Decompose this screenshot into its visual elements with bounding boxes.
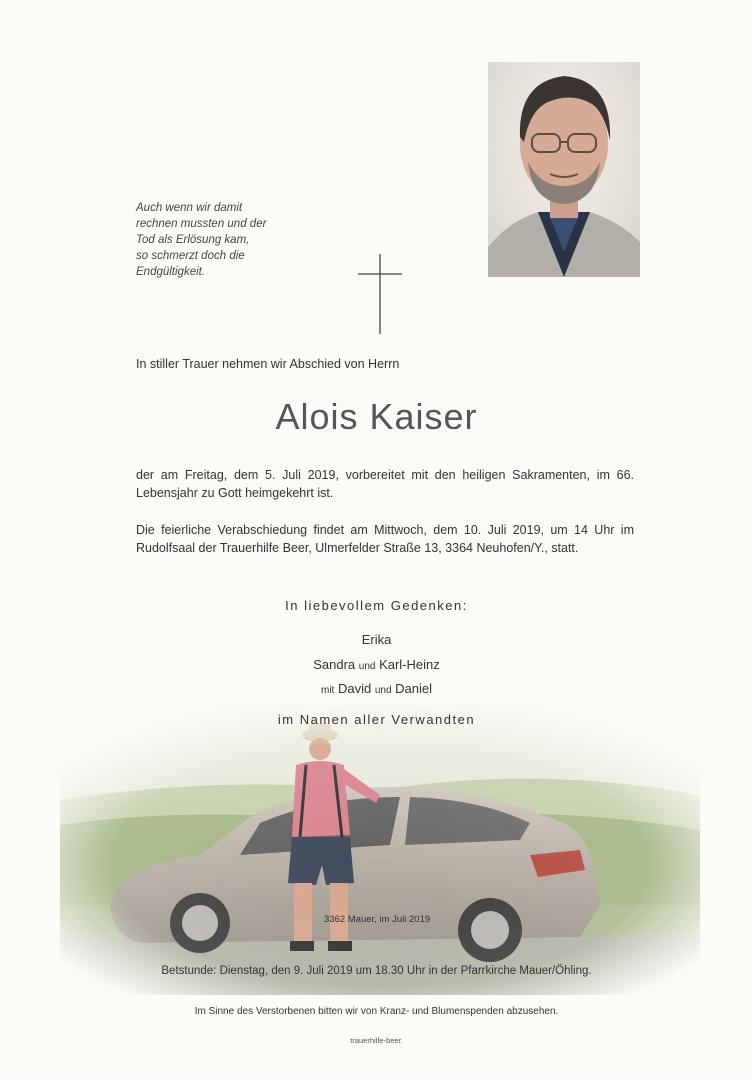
quote-line: rechnen mussten und der <box>136 218 267 230</box>
quote-line: so schmerzt doch die <box>136 250 245 262</box>
mourner-name: Sandra <box>313 657 356 672</box>
relatives-line: im Namen aller Verwandten <box>277 712 476 727</box>
donation-request: Im Sinne des Verstorbenen bitten wir von Kranz- und Blumenspenden abzusehen. <box>194 1006 559 1017</box>
prayer-hour-label: Betstunde: <box>161 965 217 977</box>
remembrance-heading: In liebevollem Gedenken: <box>285 598 468 613</box>
mourner-line <box>0 632 753 647</box>
cross-icon <box>358 254 402 334</box>
mourner-name: Karl-Heinz <box>379 657 440 672</box>
deceased-name: Alois Kaiser <box>275 396 478 437</box>
prayer-hour-notice <box>0 965 753 977</box>
memorial-photo-car <box>60 705 700 995</box>
mourner-name: Erika <box>361 632 392 647</box>
mourner-line <box>0 657 753 672</box>
funeral-home-footer: trauerhilfe-beer. <box>350 1036 403 1045</box>
quote-line: Tod als Erlösung kam, <box>136 234 250 246</box>
memorial-quote <box>136 200 316 280</box>
quote-line: Endgültigkeit. <box>136 266 206 278</box>
intro-text: In stiller Trauer nehmen wir Abschied von Herrn <box>136 357 400 371</box>
prayer-hour-text: Dienstag, den 9. Juli 2019 um 18.30 Uhr in der Pfarrkirche Mauer/Öhling. <box>216 965 592 977</box>
funeral-details-paragraph: Die feierliche Verabschiedung findet am Mittwoch, dem 10. Juli 2019, um 14 Uhr im Rudolfsaal der Trauerhilfe Beer, Ulmerfelder Straße 13, 3364 Neuhofen/Y., statt. <box>136 523 634 555</box>
mourner-name: David <box>337 681 372 696</box>
place-and-date: 3362 Mauer, im Juli 2019 <box>324 914 431 925</box>
conjunction: mit <box>320 685 335 696</box>
death-notice-paragraph: der am Freitag, dem 5. Juli 2019, vorbereitet mit den heiligen Sakramenten, im 66. Lebensjahr zu Gott heimgekehrt ist. <box>136 468 634 500</box>
mourner-name: Daniel <box>395 681 432 696</box>
quote-line: Auch wenn wir damit <box>136 202 243 214</box>
conjunction: und <box>374 685 392 696</box>
portrait-photo <box>488 62 640 277</box>
conjunction: und <box>358 661 376 672</box>
mourner-line <box>0 681 753 696</box>
